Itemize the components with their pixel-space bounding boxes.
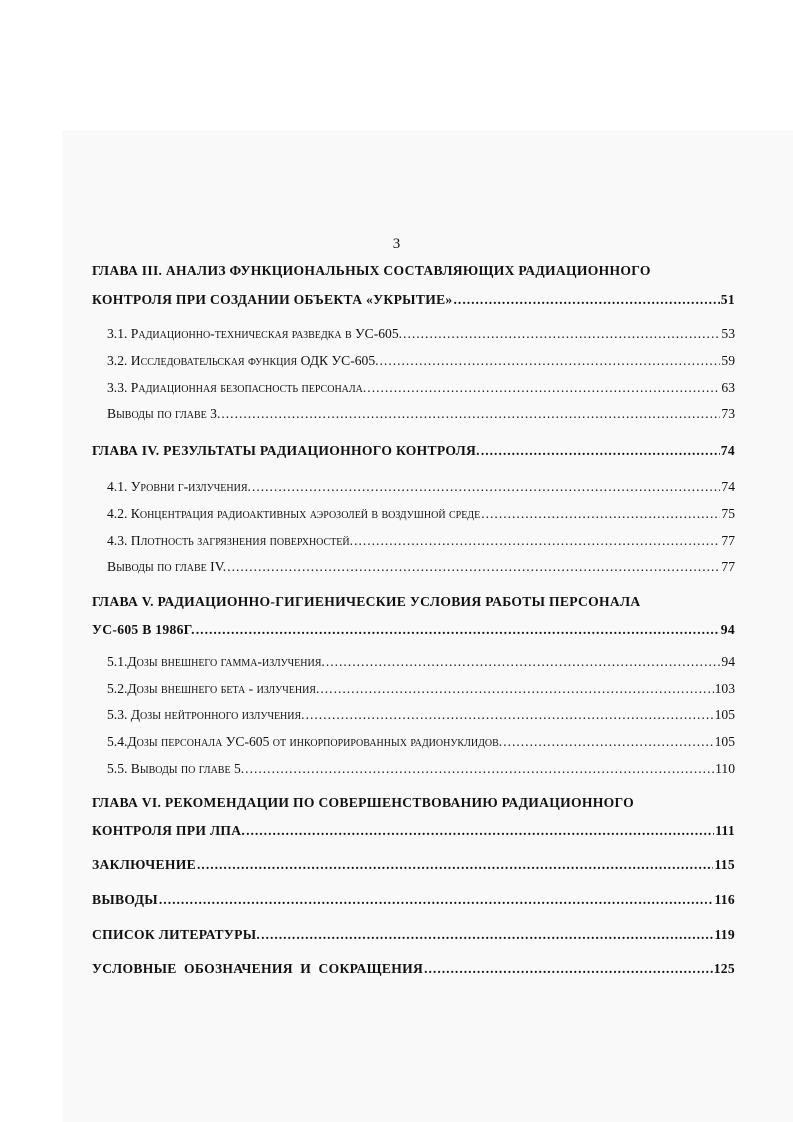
dot-leader [306, 707, 714, 723]
entry-label: 4.3. Плотность загрязнения поверхностей. [107, 533, 354, 548]
page-ref: 73 [721, 406, 735, 421]
chapter-4-title: ГЛАВА IV. РЕЗУЛЬТАТЫ РАДИАЦИОННОГО КОНТРОЛЯ. [92, 443, 480, 458]
chapter-5-title-line1: ГЛАВА V. РАДИАЦИОННО-ГИГИЕНИЧЕСКИЕ УСЛОВИЯ РАБОТЫ ПЕРСОНАЛА [92, 594, 641, 609]
conclusion-title: ЗАКЛЮЧЕНИЕ [92, 857, 197, 872]
toc-entry-chapter-6[interactable] [92, 823, 735, 839]
dot-leader [326, 654, 721, 670]
page-ref: 53 [721, 326, 735, 341]
references-title: СПИСОК ЛИТЕРАТУРЫ. [92, 927, 261, 942]
toc-entry-4-2[interactable] [107, 506, 735, 522]
findings-title: ВЫВОДЫ [92, 892, 158, 907]
chapter-3-title-line2: КОНТРОЛЯ ПРИ СОЗДАНИИ ОБЪЕКТА «УКРЫТИЕ» [92, 292, 453, 307]
toc-entry-5-2[interactable] [107, 681, 735, 697]
entry-label: 4.1. Уровни γ-излучения. [107, 479, 251, 494]
page-ref: 59 [721, 353, 735, 368]
toc-entry-abbreviations[interactable] [92, 961, 735, 977]
toc-entry-3-1[interactable] [107, 326, 735, 342]
chapter-6-title-line1: ГЛАВА VI. РЕКОМЕНДАЦИИ ПО СОВЕРШЕНСТВОВАНИЮ РАДИАЦИОННОГО [92, 795, 634, 810]
dot-leader [196, 622, 720, 638]
entry-label: Выводы по главе IV. [107, 559, 227, 574]
entry-label: 3.2. Исследовательская функция ОДК УС-605. [107, 353, 379, 368]
page-ref: 74 [721, 479, 735, 494]
page-ref: 63 [721, 380, 735, 395]
entry-label: 5.5. Выводы по главе 5. [107, 761, 245, 776]
toc-entry-4-1[interactable] [107, 479, 735, 495]
page-ref: 105 [714, 734, 735, 749]
dot-leader [261, 927, 713, 943]
entry-label: 3.3. Радиационная безопасность персонала. [107, 380, 367, 395]
page-ref: 94 [721, 654, 735, 669]
toc-entry-findings[interactable] [92, 892, 735, 908]
dot-leader [252, 479, 720, 495]
dot-leader [320, 681, 713, 697]
toc-entry-5-3[interactable] [107, 707, 735, 723]
toc-entry-5-5[interactable] [107, 761, 735, 777]
dot-leader [481, 443, 720, 459]
dot-leader [245, 761, 714, 777]
toc-entry-5-4[interactable] [107, 734, 735, 750]
chapter-5-title-line2: УС-605 В 1986Г. [92, 622, 195, 637]
toc-entry-4-conclusions[interactable] [107, 559, 735, 575]
entry-label: Выводы по главе 3. [107, 406, 221, 421]
dot-leader [503, 734, 713, 750]
entry-label: 5.1.Дозы внешнего гамма-излучения. [107, 654, 325, 669]
page-ref: 51 [720, 292, 735, 307]
toc-entry-chapter-4[interactable] [92, 443, 735, 459]
page-ref: 74 [720, 443, 735, 458]
toc-entry-3-conclusions[interactable] [107, 406, 735, 422]
dot-leader [159, 892, 714, 908]
dot-leader [221, 406, 720, 422]
entry-label: 5.3. Дозы нейтронного излучения. [107, 707, 305, 722]
chapter-3-title-line1: ГЛАВА III. АНАЛИЗ ФУНКЦИОНАЛЬНЫХ СОСТАВЛЯЮЩИХ РАДИАЦИОННОГО [92, 263, 651, 278]
dot-leader [246, 823, 714, 839]
toc-entry-4-3[interactable] [107, 533, 735, 549]
page-ref: 94 [720, 622, 735, 637]
entry-label: 3.1. Радиационно-техническая разведка в УС-605. [107, 326, 403, 341]
page-ref: 77 [721, 533, 735, 548]
page-ref: 110 [715, 761, 735, 776]
dot-leader [197, 857, 713, 873]
toc-entry-references[interactable] [92, 927, 735, 943]
toc-entry-5-1[interactable] [107, 654, 735, 670]
dot-leader [380, 353, 721, 369]
toc-entry-3-2[interactable] [107, 353, 735, 369]
entry-label: 5.4.Дозы персонала УС-605 от инкорпорированных радионуклидов. [107, 734, 503, 749]
toc-entry-conclusion[interactable] [92, 857, 735, 873]
page-ref: 116 [714, 892, 735, 907]
dot-leader [454, 292, 720, 308]
entry-label: 5.2.Дозы внешнего бета - излучения. [107, 681, 320, 696]
dot-leader [424, 961, 713, 977]
page-ref: 119 [714, 927, 735, 942]
toc-entry-chapter-5[interactable] [92, 622, 735, 638]
entry-label: 4.2. Концентрация радиоактивных аэрозолей в воздушной среде [107, 506, 481, 521]
dot-leader [403, 326, 720, 342]
dot-leader [227, 559, 720, 575]
abbreviations-title: УСЛОВНЫЕ ОБОЗНАЧЕНИЯ И СОКРАЩЕНИЯ [92, 961, 424, 976]
toc-entry-chapter-3[interactable] [92, 292, 735, 308]
page-number: 3 [392, 236, 401, 252]
page-ref: 125 [713, 961, 735, 976]
page-ref: 75 [721, 506, 735, 521]
dot-leader [481, 506, 720, 522]
page-ref: 111 [715, 823, 735, 838]
dot-leader [354, 533, 720, 549]
page-ref: 77 [721, 559, 735, 574]
page-ref: 103 [714, 681, 735, 696]
toc-entry-3-3[interactable] [107, 380, 735, 396]
dot-leader [367, 380, 720, 396]
page-ref: 115 [714, 857, 735, 872]
page-ref: 105 [714, 707, 735, 722]
chapter-6-title-line2: КОНТРОЛЯ ПРИ ЛПА. [92, 823, 246, 838]
